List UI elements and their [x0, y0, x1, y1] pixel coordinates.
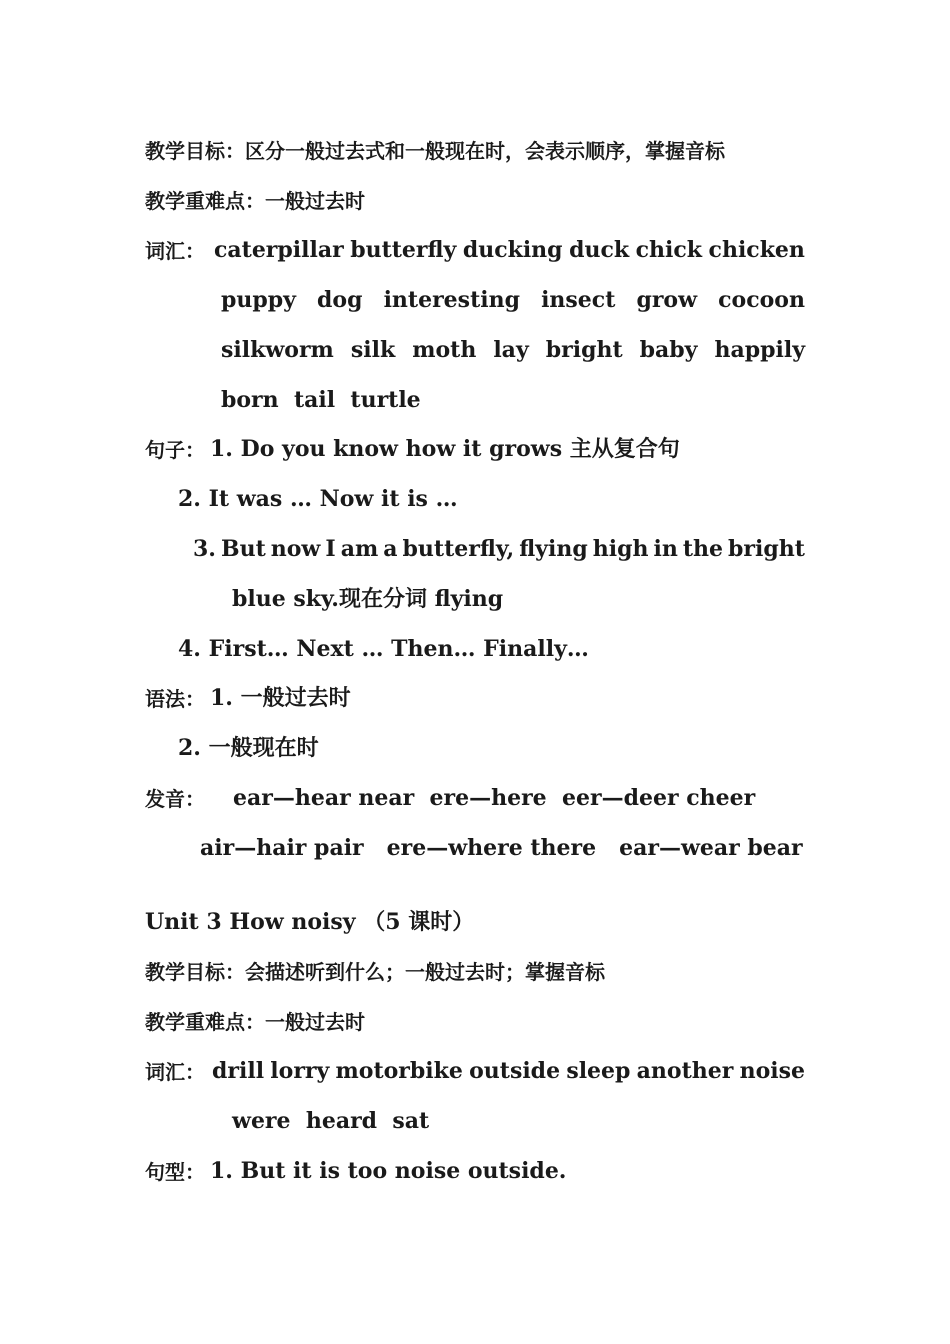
- sentence-word: the: [682, 536, 723, 562]
- phonics-row-1: ear—hear near ere—here eer—deer cheer: [233, 785, 756, 811]
- vocab-word: silk: [350, 337, 396, 363]
- grammar-2: 2. 一般现在时: [178, 735, 319, 761]
- sentence-word: in: [653, 536, 678, 562]
- sentences-label: 句子：: [145, 438, 205, 462]
- phonics-row-2: air—hair pair ere—where there ear—wear bear: [200, 835, 803, 861]
- vocab-word: baby: [639, 337, 698, 363]
- vocab-word: puppy: [221, 287, 296, 313]
- vocab-row-1: [214, 235, 805, 265]
- sentence-word: am: [340, 536, 379, 562]
- sentence-1: 1. Do you know how it grows 主从复合句: [210, 436, 680, 462]
- vocab-label: 词汇：: [145, 239, 205, 263]
- vocab-row-2: [221, 285, 805, 315]
- vocab-word: duck: [569, 237, 630, 263]
- vocab-row-1-unit-3: [212, 1056, 805, 1086]
- teaching-difficulty-unit-3: 教学重难点：一般过去时: [145, 1010, 365, 1034]
- vocab-word: sleep: [566, 1058, 631, 1084]
- sentence-word: butterfly,: [402, 536, 515, 562]
- teaching-goal-unit-3: 教学目标：会描述听到什么；一般过去时；掌握音标: [145, 960, 605, 984]
- teaching-goal: 教学目标：区分一般过去式和一般现在时，会表示顺序，掌握音标: [145, 139, 725, 163]
- vocab-word: bright: [545, 337, 623, 363]
- sentence-word: a: [383, 536, 398, 562]
- vocab-label-unit-3: 词汇：: [145, 1060, 205, 1084]
- vocab-word: happily: [714, 337, 805, 363]
- vocab-word: interesting: [383, 287, 520, 313]
- vocab-word: cocoon: [718, 287, 805, 313]
- pattern-1: 1. But it is too noise outside.: [210, 1158, 567, 1184]
- vocab-word: noise: [739, 1058, 805, 1084]
- vocab-word: ducking: [462, 237, 563, 263]
- vocab-word: caterpillar: [214, 237, 344, 263]
- vocab-word: lay: [493, 337, 529, 363]
- sentence-word: But: [220, 536, 266, 562]
- vocab-row-3: [221, 335, 805, 365]
- teaching-difficulty: 教学重难点：一般过去时: [145, 189, 365, 213]
- vocab-row-2-unit-3: were heard sat: [232, 1108, 430, 1134]
- vocab-word: lorry: [270, 1058, 330, 1084]
- vocab-word: chick: [635, 237, 703, 263]
- sentence-word: 3.: [193, 536, 216, 562]
- vocab-word: silkworm: [221, 337, 334, 363]
- sentence-word: I: [325, 536, 336, 562]
- vocab-word: butterfly: [350, 237, 457, 263]
- vocab-word: outside: [469, 1058, 561, 1084]
- vocab-word: motorbike: [335, 1058, 463, 1084]
- sentence-word: now: [270, 536, 321, 562]
- vocab-word: moth: [412, 337, 477, 363]
- vocab-word: drill: [212, 1058, 265, 1084]
- sentence-3-line-2: blue sky.现在分词 flying: [232, 586, 504, 612]
- sentence-word: high: [592, 536, 649, 562]
- unit-3-title: Unit 3 How noisy （5 课时）: [145, 909, 475, 935]
- sentence-word: flying: [519, 536, 588, 562]
- vocab-word: insect: [541, 287, 616, 313]
- vocab-word: chicken: [708, 237, 805, 263]
- sentence-word: bright: [728, 536, 805, 562]
- sentence-4: 4. First… Next … Then… Finally…: [178, 636, 589, 662]
- vocab-word: dog: [317, 287, 363, 313]
- vocab-word: another: [636, 1058, 734, 1084]
- vocab-row-4: born tail turtle: [221, 387, 421, 413]
- grammar-label: 语法：: [145, 687, 205, 711]
- sentence-3-line-1: [193, 534, 805, 564]
- grammar-1: 1. 一般过去时: [210, 685, 351, 711]
- pattern-label: 句型：: [145, 1160, 205, 1184]
- vocab-word: grow: [636, 287, 698, 313]
- sentence-2: 2. It was … Now it is …: [178, 486, 458, 512]
- phonics-label: 发音：: [145, 787, 205, 811]
